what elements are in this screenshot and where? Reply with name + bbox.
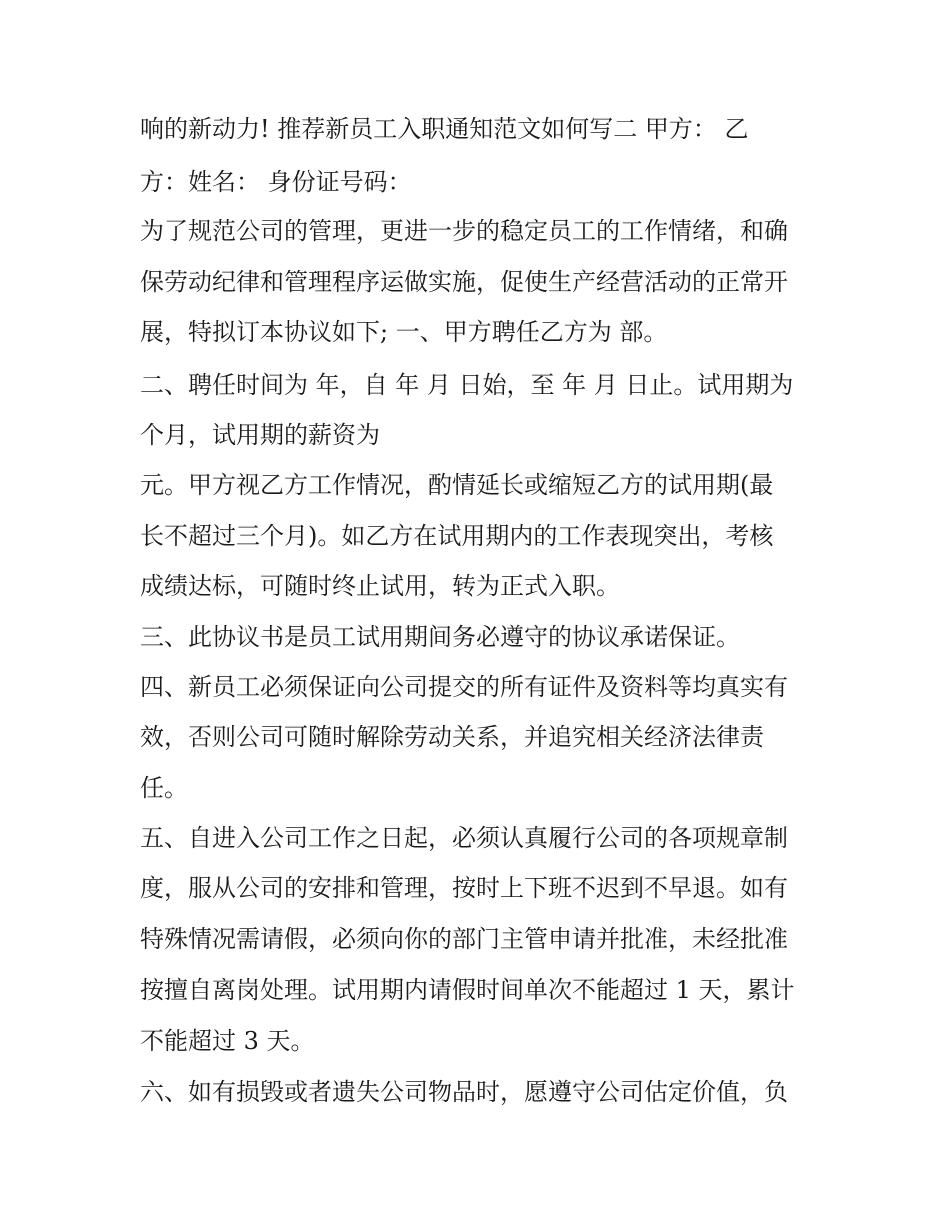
text-line: 任。 [140, 774, 188, 802]
text-line: 保劳动纪律和管理程序运做实施，促使生产经营活动的正常开 [140, 268, 788, 296]
text-line: 四、新员工必须保证向公司提交的所有证件及资料等均真实有 [140, 673, 788, 701]
text-line: 为了规范公司的管理，更进一步的稳定员工的工作情绪，和确 [140, 217, 788, 245]
text-line: 不能超过 3 天。 [140, 1027, 315, 1055]
text-line: 方：姓名： 身份证号码： [140, 168, 412, 196]
text-line: 长不超过三个月)。如乙方在试用期内的工作表现突出，考核 [140, 522, 774, 550]
text-line: 个月，试用期的薪资为 [140, 421, 380, 449]
text-line: 按擅自离岗处理。试用期内请假时间单次不能超过 1 天，累计 [140, 976, 795, 1004]
text-line: 度，服从公司的安排和管理，按时上下班不迟到不早退。如有 [140, 874, 788, 902]
text-line: 六、如有损毁或者遗失公司物品时，愿遵守公司估定价值，负 [140, 1078, 788, 1106]
text-line: 五、自进入公司工作之日起，必须认真履行公司的各项规章制 [140, 824, 788, 852]
text-line: 元。甲方视乙方工作情况，酌情延长或缩短乙方的试用期(最 [140, 471, 774, 499]
text-line: 三、此协议书是员工试用期间务必遵守的协议承诺保证。 [140, 623, 740, 651]
text-line: 响的新动力! 推荐新员工入职通知范文如何写二 甲方： 乙 [140, 115, 749, 143]
text-line: 展，特拟订本协议如下; 一、甲方聘任乙方为 部。 [140, 318, 668, 346]
text-line: 特殊情况需请假，必须向你的部门主管申请并批准，未经批准 [140, 925, 788, 953]
text-line: 效，否则公司可随时解除劳动关系，并追究相关经济法律责 [140, 723, 764, 751]
text-line: 成绩达标，可随时终止试用，转为正式入职。 [140, 572, 620, 600]
text-line: 二、聘任时间为 年，自 年 月 日始，至 年 月 日止。试用期为 [140, 371, 794, 399]
